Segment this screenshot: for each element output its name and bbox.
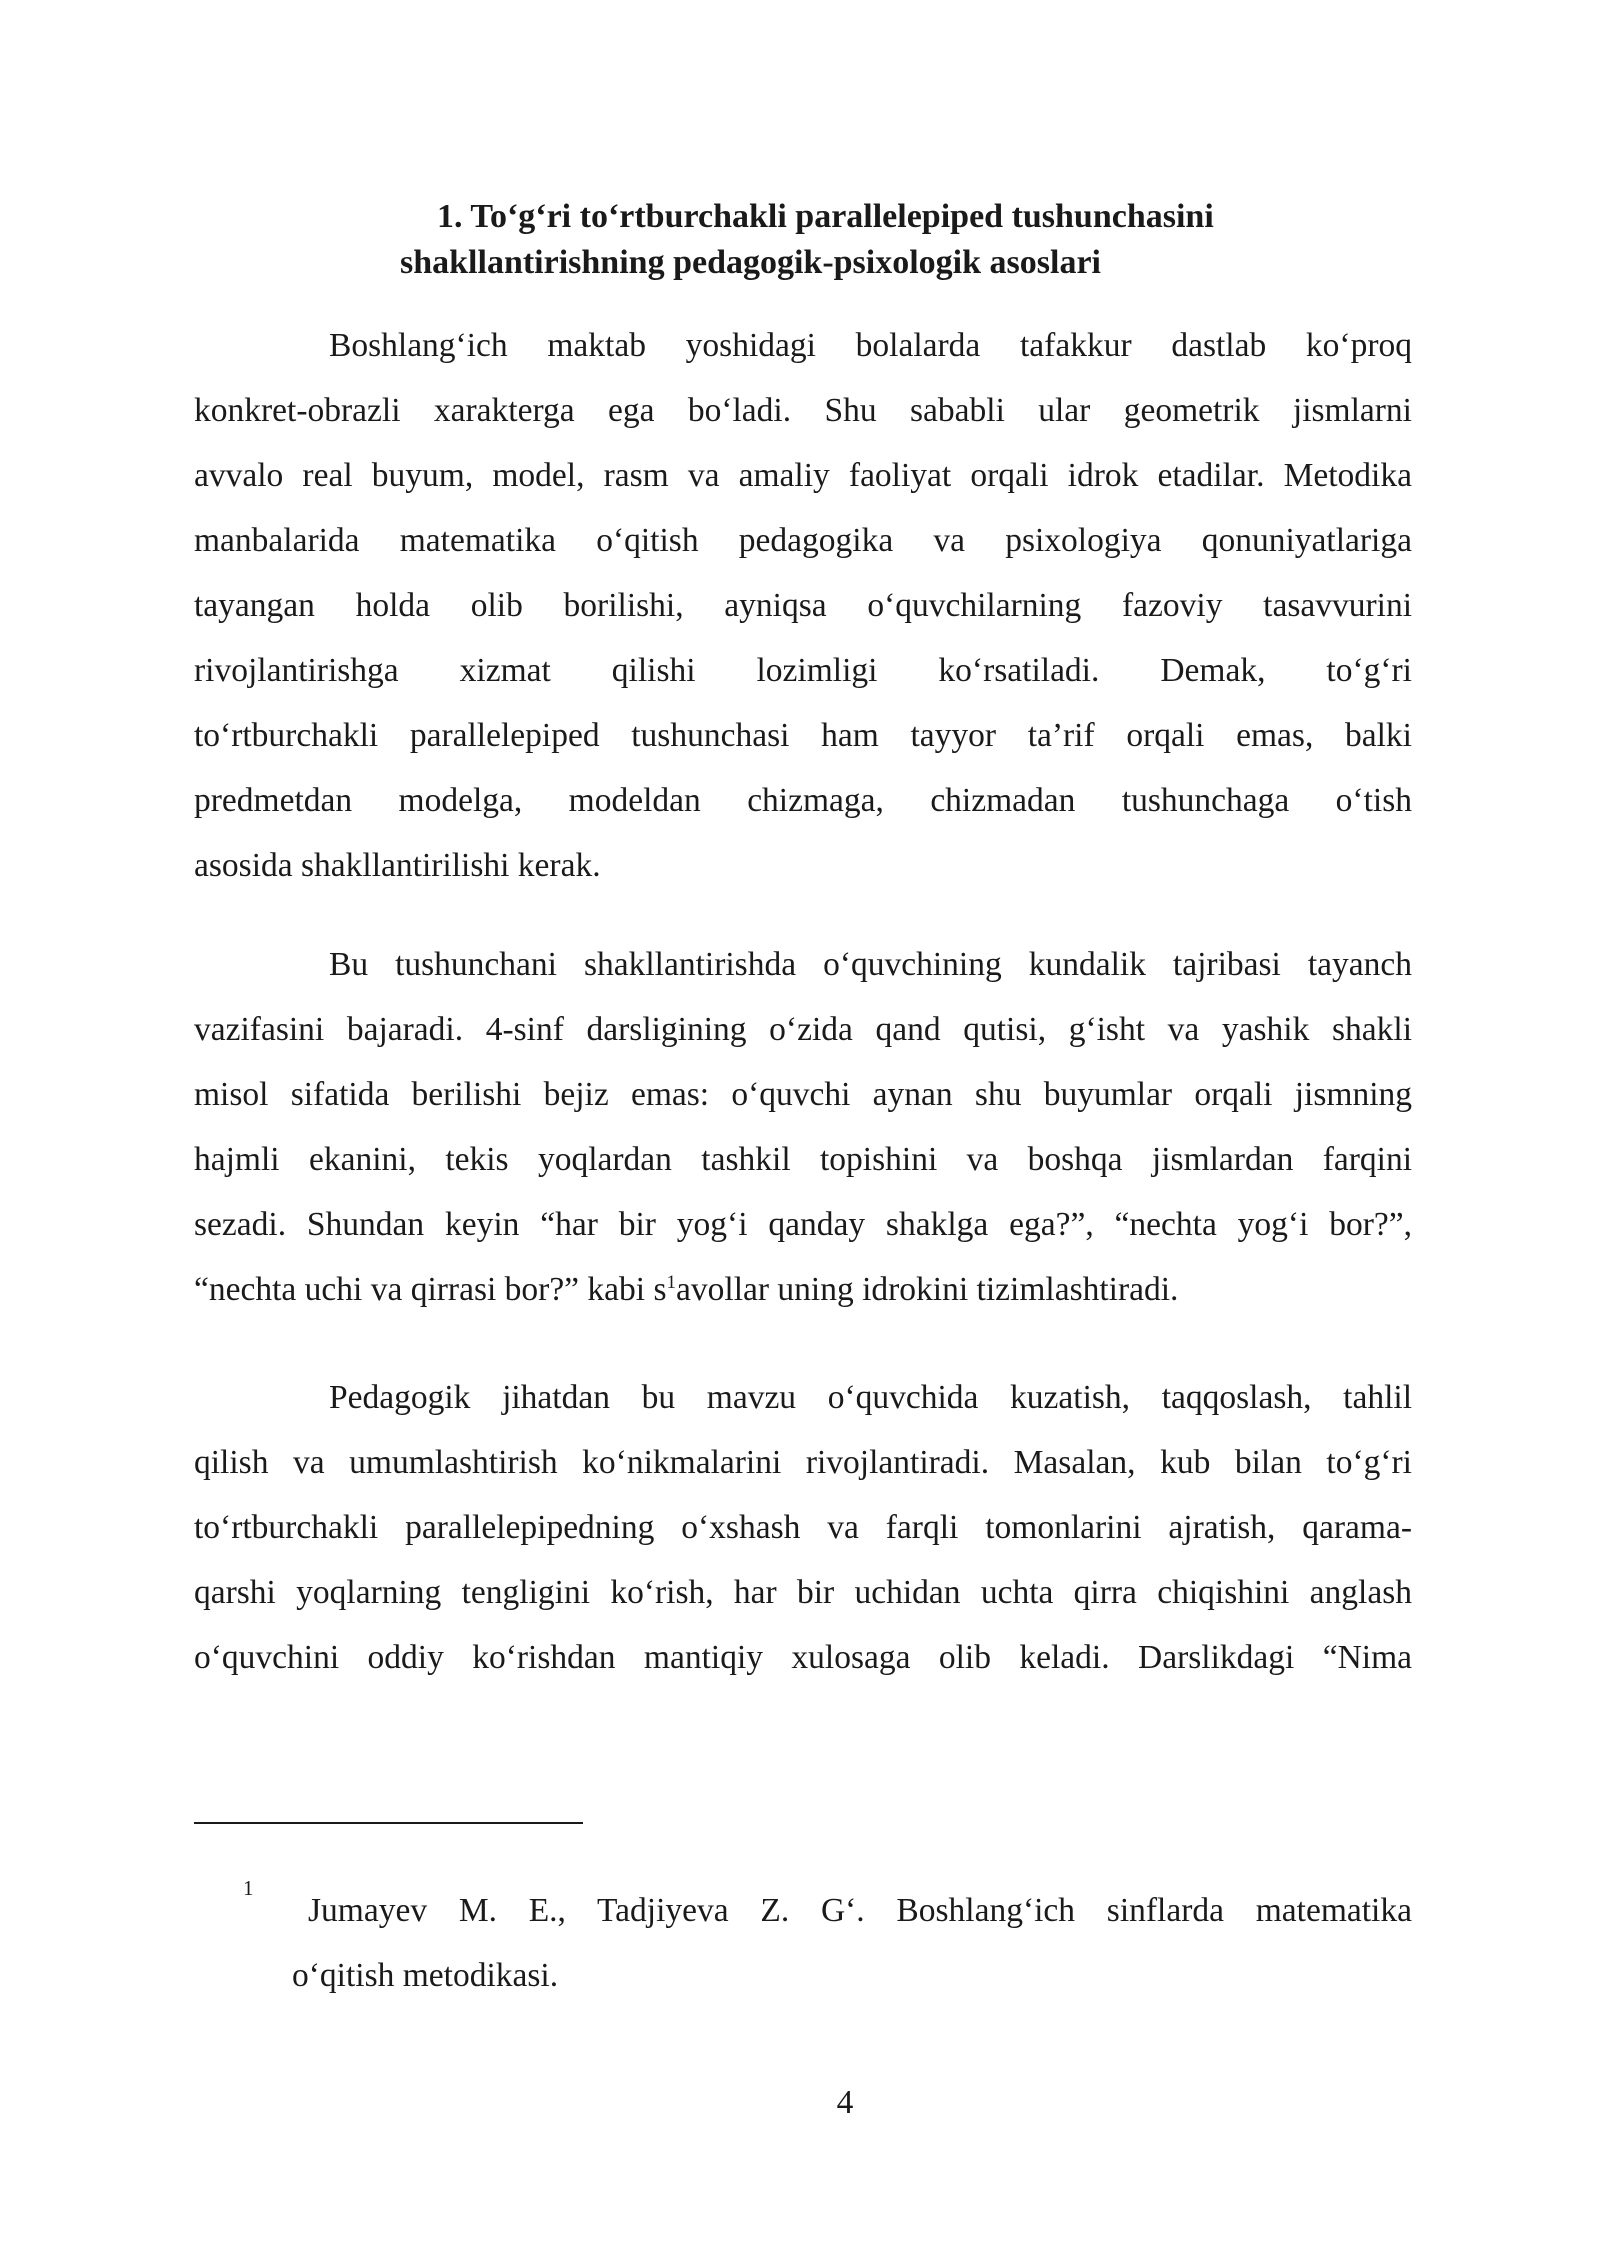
paragraph-3 bbox=[194, 1365, 1412, 1690]
footnote-text bbox=[292, 1878, 1412, 2008]
footnote-line: Jumayev M. E., Tadjiyeva Z. G‘. Boshlang‘ich sinflarda matematika bbox=[308, 1892, 1412, 1929]
paragraph-line: rivojlantirishga xizmat qilishi lozimligi ko‘rsatiladi. Demak, to‘g‘ri bbox=[194, 652, 1412, 689]
footnote-line: o‘qitish metodikasi. bbox=[292, 1957, 559, 1994]
page-number: 4 bbox=[836, 2084, 854, 2121]
paragraph-line: Bu tushunchani shakllantirishda o‘quvchining kundalik tajribasi tayanch bbox=[329, 946, 1412, 983]
paragraph-line: manbalarida matematika o‘qitish pedagogika va psixologiya qonuniyatlariga bbox=[194, 522, 1412, 559]
paragraph-line: avvalo real buyum, model, rasm va amaliy faoliyat orqali idrok etadilar. Metodika bbox=[194, 457, 1412, 494]
paragraph-line: hajmli ekanini, tekis yoqlardan tashkil topishini va boshqa jismlardan farqini bbox=[194, 1141, 1412, 1178]
section-heading bbox=[400, 194, 1300, 286]
paragraph-line-with-footnote bbox=[194, 1257, 1412, 1322]
paragraph-line: predmetdan modelga, modeldan chizmaga, chizmadan tushunchaga o‘tish bbox=[194, 782, 1412, 819]
paragraph-line: Pedagogik jihatdan bu mavzu o‘quvchida kuzatish, taqqoslash, tahlil bbox=[329, 1379, 1412, 1416]
paragraph-line: asosida shakllantirilishi kerak. bbox=[194, 847, 601, 884]
paragraph-1 bbox=[194, 313, 1412, 898]
heading-line-1: 1. To‘g‘ri to‘rtburchakli parallelepiped tushunchasini bbox=[437, 198, 1214, 235]
paragraph-line: qarshi yoqlarning tengligini ko‘rish, har bir uchidan uchta qirra chiqishini anglash bbox=[194, 1574, 1412, 1611]
paragraph-line: sezadi. Shundan keyin “har bir yog‘i qanday shaklga ega?”, “nechta yog‘i bor?”, bbox=[194, 1206, 1412, 1243]
heading-line-2: shakllantirishning pedagogik-psixologik asoslari bbox=[400, 244, 1101, 281]
paragraph-line: misol sifatida berilishi bejiz emas: o‘quvchi aynan shu buyumlar orqali jismning bbox=[194, 1076, 1412, 1113]
paragraph-line: tayangan holda olib borilishi, ayniqsa o‘quvchilarning fazoviy tasavvurini bbox=[194, 587, 1412, 624]
paragraph-2 bbox=[194, 932, 1412, 1322]
paragraph-line: konkret-obrazli xarakterga ega bo‘ladi. Shu sababli ular geometrik jismlarni bbox=[194, 392, 1412, 429]
paragraph-line: Boshlang‘ich maktab yoshidagi bolalarda tafakkur dastlab ko‘proq bbox=[329, 327, 1412, 364]
paragraph-line: vazifasini bajaradi. 4-sinf darsligining o‘zida qand qutisi, g‘isht va yashik shakli bbox=[194, 1011, 1412, 1048]
paragraph-line: qilish va umumlashtirish ko‘nikmalarini rivojlantiradi. Masalan, kub bilan to‘g‘ri bbox=[194, 1444, 1412, 1481]
line-text-before-ref: “nechta uchi va qirrasi bor?” kabi s bbox=[194, 1271, 667, 1308]
footnote-number: 1 bbox=[243, 1876, 254, 1900]
line-text-after-ref: avollar uning idrokini tizimlashtiradi. bbox=[676, 1271, 1179, 1308]
paragraph-line: to‘rtburchakli parallelepiped tushunchasi ham tayyor ta’rif orqali emas, balki bbox=[194, 717, 1412, 754]
footnote-reference[interactable]: 1 bbox=[666, 1272, 677, 1293]
footnote-separator bbox=[194, 1822, 583, 1824]
paragraph-line: o‘quvchini oddiy ko‘rishdan mantiqiy xulosaga olib keladi. Darslikdagi “Nima bbox=[194, 1639, 1412, 1676]
paragraph-line: to‘rtburchakli parallelepipedning o‘xshash va farqli tomonlarini ajratish, qarama- bbox=[194, 1509, 1412, 1546]
